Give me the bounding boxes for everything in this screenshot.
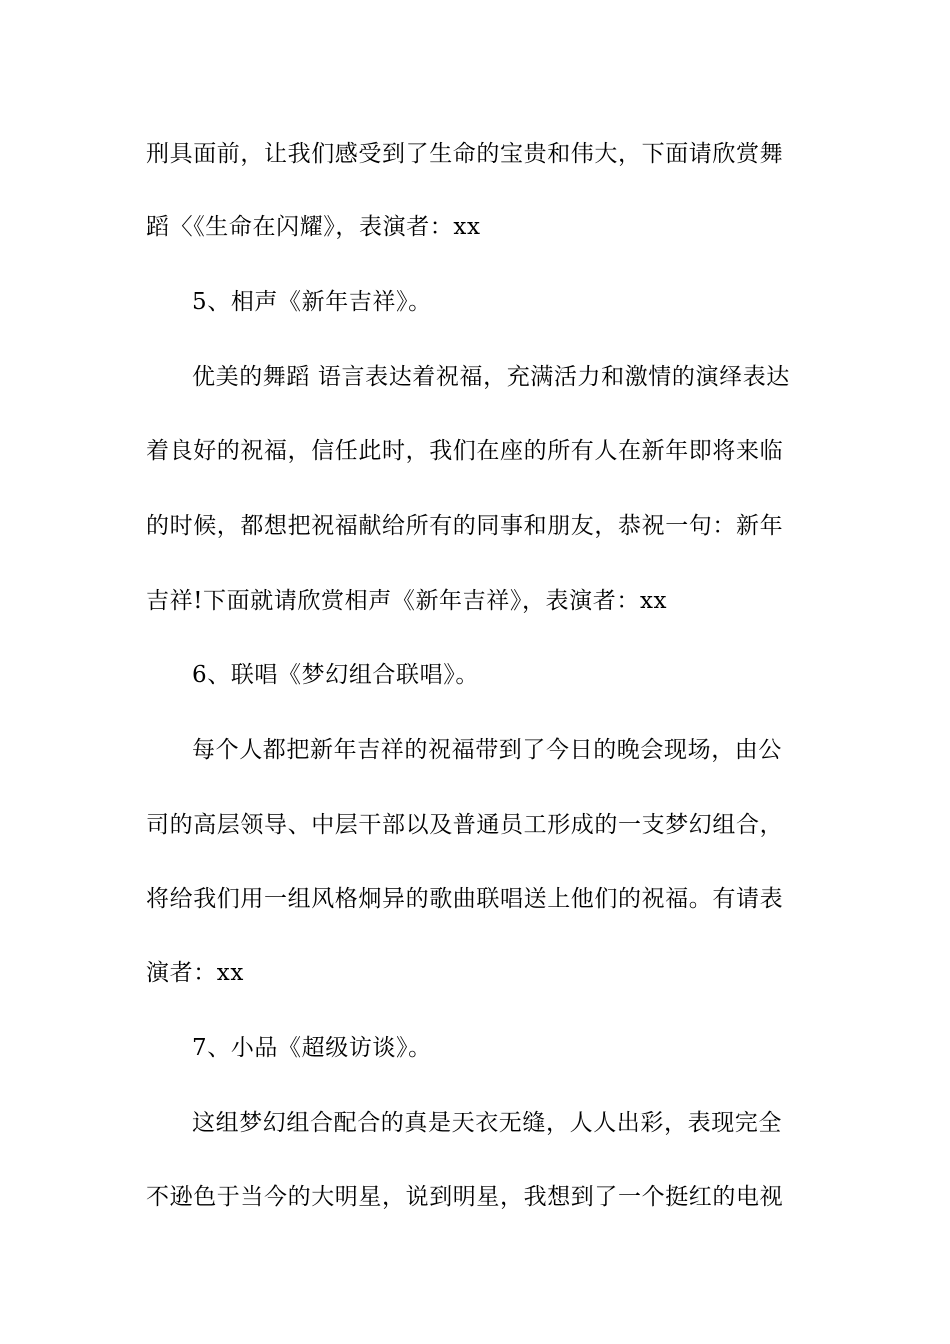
text-line: 吉祥!下面就请欣赏相声《新年吉祥》，表演者：xx (146, 588, 668, 614)
text-line: 司的高层领导、中层干部以及普通员工形成的一支梦幻组合， (146, 812, 784, 838)
section-heading: 7、小品《超级访谈》。 (192, 1035, 432, 1061)
text-line: 着良好的祝福，信任此时，我们在座的所有人在新年即将来临 (146, 438, 784, 464)
text-line: 不逊色于当今的大明星，说到明星，我想到了一个挺红的电视 (146, 1184, 784, 1210)
text-line: 优美的舞蹈 语言表达着祝福，充满活力和激情的演绎表达 (192, 364, 790, 390)
text-line: 刑具面前，让我们感受到了生命的宝贵和伟大，下面请欣赏舞 (146, 141, 784, 167)
text-line: 演者：xx (146, 960, 244, 986)
section-heading: 5、相声《新年吉祥》。 (192, 289, 432, 315)
text-line: 将给我们用一组风格炯异的歌曲联唱送上他们的祝福。有请表 (146, 886, 784, 912)
text-line: 这组梦幻组合配合的真是天衣无缝，人人出彩，表现完全 (192, 1110, 782, 1136)
text-line: 蹈〈《生命在闪耀》，表演者：xx (146, 214, 481, 240)
text-line: 的时候，都想把祝福献给所有的同事和朋友，恭祝一句：新年 (146, 513, 784, 539)
text-line: 每个人都把新年吉祥的祝福带到了今日的晚会现场，由公 (192, 737, 782, 763)
section-heading: 6、联唱《梦幻组合联唱》。 (192, 662, 479, 688)
